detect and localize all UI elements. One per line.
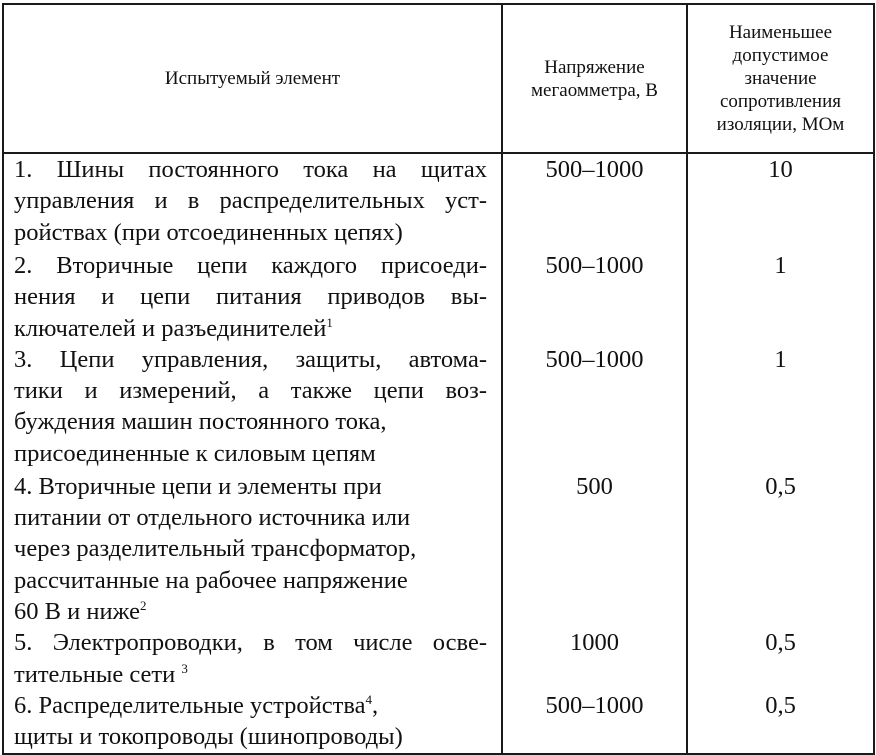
element-line: питании от отдельного источника или	[14, 504, 411, 532]
element-line: через разделительный трансформатор,	[14, 535, 417, 563]
voltage-cell: 500–1000	[502, 153, 687, 250]
element-cell	[3, 627, 502, 690]
resistance-cell: 0,5	[687, 627, 874, 690]
element-line: щиты и токопроводы (шинопроводы)	[14, 723, 403, 751]
footnote-marker: 2	[140, 598, 147, 614]
voltage-cell: 500	[502, 471, 687, 627]
resistance-cell: 1	[687, 250, 874, 344]
header-tested-element: Испытуемый элемент	[3, 4, 502, 153]
element-line: 5. Электропроводки, в том числе осве-	[14, 629, 487, 657]
element-cell	[3, 344, 502, 471]
element-line: 4. Вторичные цепи и элементы при	[14, 472, 382, 500]
footnote-marker: 3	[181, 660, 188, 676]
table-row	[3, 471, 874, 627]
footnote-marker: 1	[326, 314, 333, 330]
voltage-cell: 500–1000	[502, 344, 687, 471]
footnote-marker: 4	[365, 691, 372, 707]
table-row	[3, 627, 874, 690]
header-megohmmeter-voltage: Напряжение мегаомметра, В	[502, 4, 687, 153]
resistance-cell: 0,5	[687, 471, 874, 627]
element-line: присоединенные к силовым цепям	[14, 439, 376, 467]
element-cell	[3, 690, 502, 754]
voltage-cell: 1000	[502, 627, 687, 690]
element-line: тительные сети $^3$	[14, 660, 188, 688]
voltage-cell: 500–1000	[502, 250, 687, 344]
element-cell	[3, 471, 502, 627]
resistance-cell: 0,5	[687, 690, 874, 754]
table-row	[3, 153, 874, 250]
element-cell	[3, 153, 502, 250]
resistance-cell: 1	[687, 344, 874, 471]
element-line: 1. Шины постоянного тока на щитах	[14, 156, 487, 183]
voltage-cell: 500–1000	[502, 690, 687, 754]
resistance-cell: 10	[687, 153, 874, 250]
element-line: 2. Вторичные цепи каждого присоеди-	[14, 252, 487, 279]
table-row	[3, 344, 874, 471]
element-line: нения и цепи питания приводов вы-	[14, 283, 487, 311]
element-line: 60 В и ниже$^2$	[14, 598, 147, 626]
element-line: ключателей и разъединителей$^1$	[14, 314, 333, 342]
element-cell	[3, 250, 502, 344]
element-line: тики и измерений, а также цепи воз-	[14, 377, 487, 405]
element-line: управления и в распределительных уст-	[14, 187, 487, 215]
table-row	[3, 250, 874, 344]
element-line: буждения машин постоянного тока,	[14, 408, 387, 436]
element-line: 3. Цепи управления, защиты, автома-	[14, 345, 487, 373]
element-line: 6. Распределительные устройства$^4$,	[14, 691, 379, 719]
element-line: рассчитанные на рабочее напряжение	[14, 566, 408, 594]
insulation-resistance-table	[2, 3, 875, 755]
element-line: ройствах (при отсоединенных цепях)	[14, 218, 403, 246]
header-min-resistance: Наименьшее допустимое значение сопротивления изоляции, МОм	[687, 4, 874, 153]
table-row	[3, 690, 874, 754]
header-row	[3, 4, 874, 153]
